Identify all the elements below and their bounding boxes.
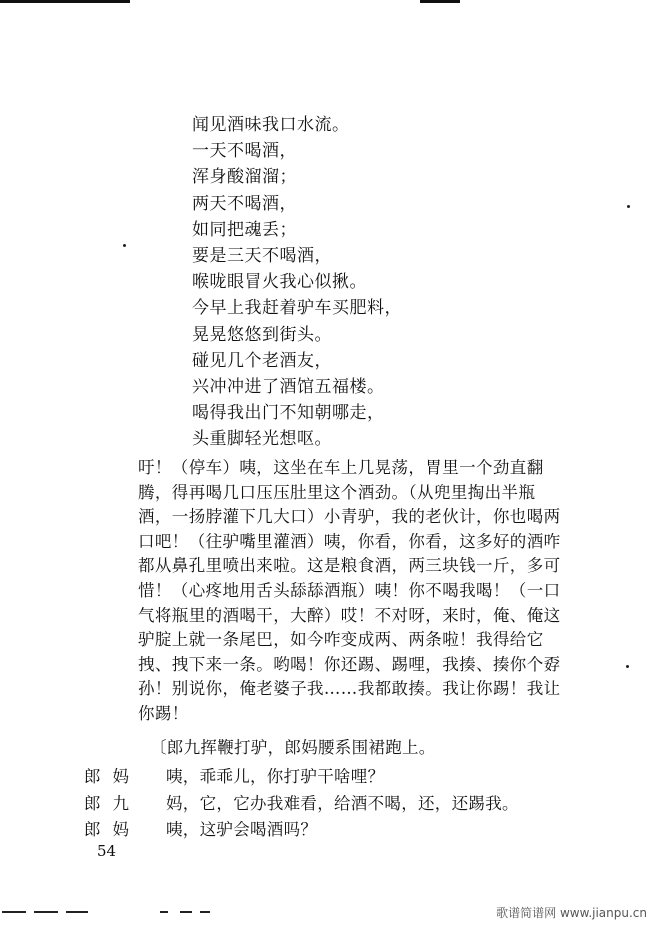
dialogue-line [84,816,317,840]
page-number: 54 [97,842,117,860]
verse-block [192,112,612,452]
monologue-paragraph [138,456,563,727]
scan-dash [66,911,88,913]
dialogue-text: 咦，这驴会喝酒吗？ [166,820,318,839]
scan-top-border-left [0,0,130,3]
verse-line: 碰见几个老酒友， [192,350,332,371]
dialogue-line [84,790,519,814]
verse-line: 今早上我赶着驴车买肥料， [192,298,402,319]
watermark: 歌谱简谱网 www.jianpu.cn [496,906,647,920]
scan-speck [626,665,629,668]
scan-dash [180,911,192,913]
dialogue-line [84,763,384,787]
verse-line: 浑身酸溜溜； [192,167,297,188]
verse-line: 头重脚轻光想呕。 [192,429,332,450]
dialogue-text: 妈，它，它办我难看，给酒不喝，还，还踢我。 [166,794,519,813]
verse-line: 闻见酒味我口水流。 [192,115,350,135]
verse-line: 晃晃悠悠到街头。 [192,324,332,345]
monologue-text: 吁！（停车）咦，这坐在车上几晃荡，胃里一个劲直翻腾，得再喝几口压压肚里这个酒劲。（从兜里掏出半瓶酒，一扬脖灌下几大口）小青驴，我的老伙计，你也喝两口吧！（往驴嘴里灌酒）咦，你看，你看，这多好的酒咋都从鼻孔里喷出来啦。这是粮食酒，两三块钱一斤，多可惜！（心疼地用舌头舔舔酒瓶）咦！你不喝我喝！（一口气将瓶里的酒喝干，大醉）哎！不对呀，来时，俺、俺这驴腚上就一条尾巴，如今咋变成两、两条啦！我得给它拽、拽下来一条。哟喝！你还踢、踢哩，我揍、揍你个孬孙！别说你，俺老婆子我……我都敢揍。我让你踢！我让你踢！ [138,458,561,723]
verse-line: 如同把魂丢； [192,219,297,240]
speaker-name: 郎妈 [84,767,141,786]
scan-speck [123,244,126,247]
verse-line: 要是三天不喝酒， [192,245,332,266]
dialogue-text: 咦，乖乖儿，你打驴干啥哩？ [166,767,385,786]
stage-direction: 〔郎九挥鞭打驴，郎妈腰系围裙跑上。 [150,738,436,757]
scan-top-border-right [420,0,460,3]
verse-line: 一天不喝酒， [192,141,297,162]
verse-line: 喝得我出门不知朝哪走， [192,403,385,424]
scan-dash [200,911,210,913]
verse-line: 两天不喝酒， [192,193,297,214]
verse-line: 兴冲冲进了酒馆五福楼。 [192,376,385,397]
scan-dash [160,911,168,913]
scan-speck [627,205,630,208]
scan-dash [34,911,58,913]
speaker-name: 郎九 [84,794,141,813]
verse-line: 喉咙眼冒火我心似揪。 [192,272,367,293]
scan-dash [2,911,26,913]
speaker-name: 郎妈 [84,820,141,839]
